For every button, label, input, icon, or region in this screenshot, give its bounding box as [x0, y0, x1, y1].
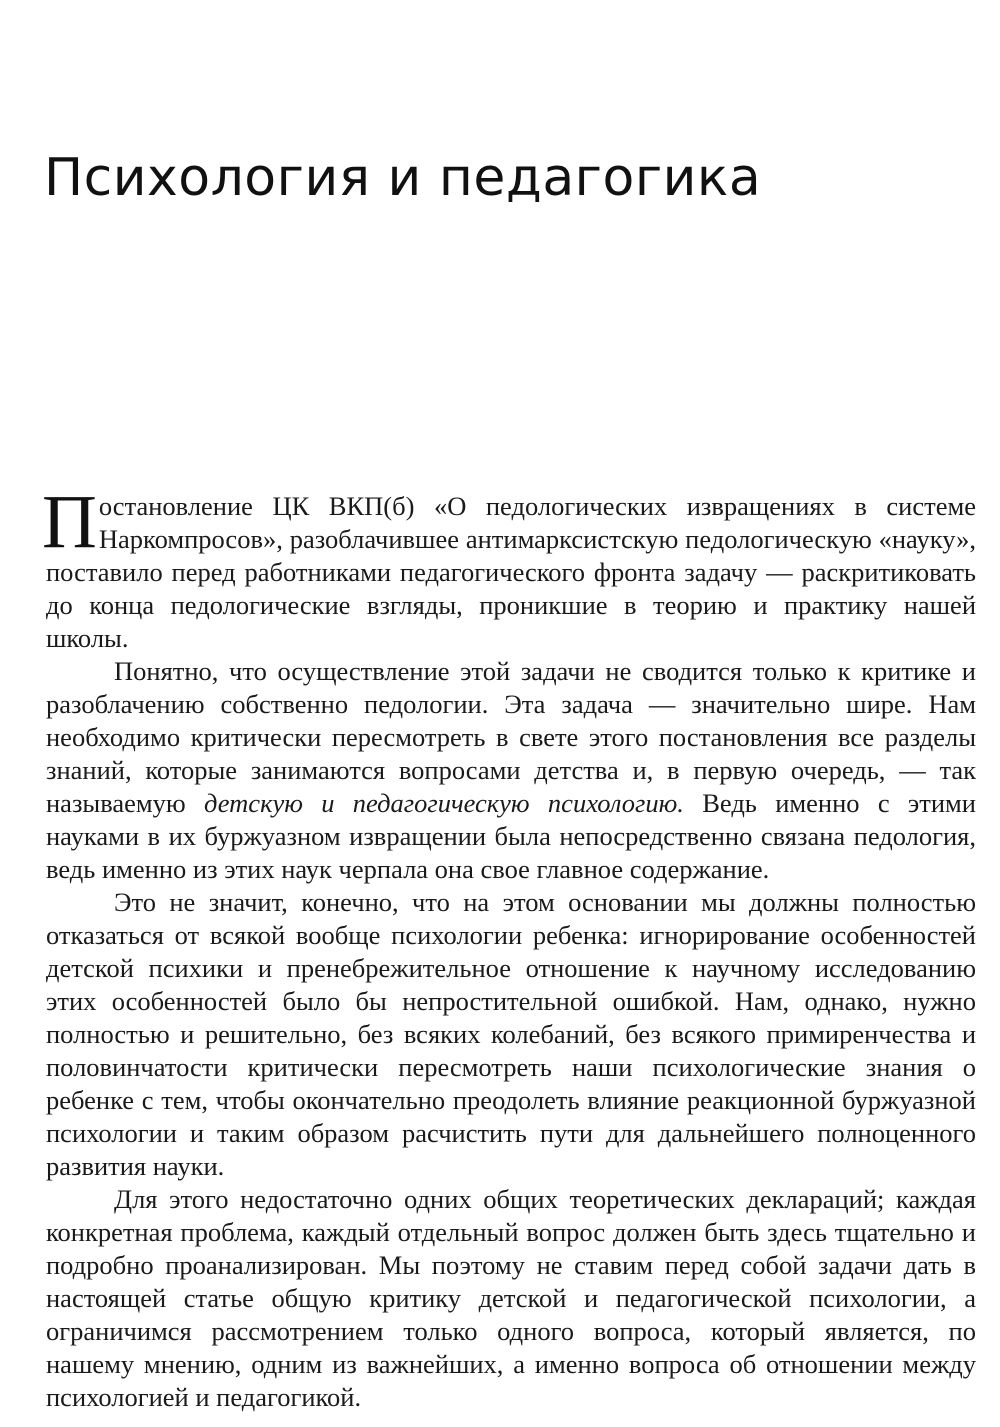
article-body [42, 480, 976, 1414]
drop-cap: П [42, 480, 97, 564]
paragraph-3: Это не значит, конечно, что на этом основании мы должны полностью отказаться от всякой вообще психологии ребенка: игнорирование особенностей детской психики и пренебрежительное отношение к научному исследованию этих особенностей было бы непростительной ошибкой. Нам, однако, нужно полностью и решительно, без всяких колебаний, без всякого примиренчества и половинчатости критически пересмотреть наши психологические знания о ребенке с тем, чтобы окончательно преодолеть влияние реакционной буржуазной психологии и таким образом расчистить пути для дальнейшего полноценного развития науки. [46, 887, 976, 1181]
paragraph-1 [42, 480, 976, 655]
paragraph-2-italic-term: детскую и педагогическую психологию. [204, 788, 684, 818]
paragraph-4: Для этого недостаточно одних общих теоретических деклараций; каждая конкретная проблема, каждый отдельный вопрос должен быть здесь тщательно и подробно проанализирован. Мы поэтому не ставим перед собой задачи дать в настоящей статье общую критику детской и педагогической психологии, а ограничимся рассмотрением только одного вопроса, который является, по нашему мнению, одним из важнейших, а именно вопроса об отношении между психологией и педагогикой. [46, 1184, 976, 1412]
chapter-title: Психология и педагогика [44, 148, 762, 208]
paragraph-2-text-after: Ведь именно с этими науками в их буржуазном извращении была непосредственно связана педология, ведь именно из этих наук черпала она свое главное содержание. [46, 788, 976, 884]
paragraph-2-text-before: Понятно, что осуществление этой задачи не сводится только к критике и разоблачению собственно педологии. Эта задача — значительно шире. Нам необходимо критически пересмотреть в свете этого постановления все разделы знаний, которые занимаются вопросами детства и, в первую очередь, — так называемую [46, 656, 976, 818]
paragraph-2 [46, 655, 976, 886]
paragraph-1-text: остановление ЦК ВКП(б) «О педологических извращениях в системе Наркомпросов», разоблачившее антимарксистскую педологическую «науку», поставило перед работниками педагогического фронта задачу — раскритиковать до конца педологические взгляды, проникшие в теорию и практику нашей школы. [46, 491, 976, 653]
